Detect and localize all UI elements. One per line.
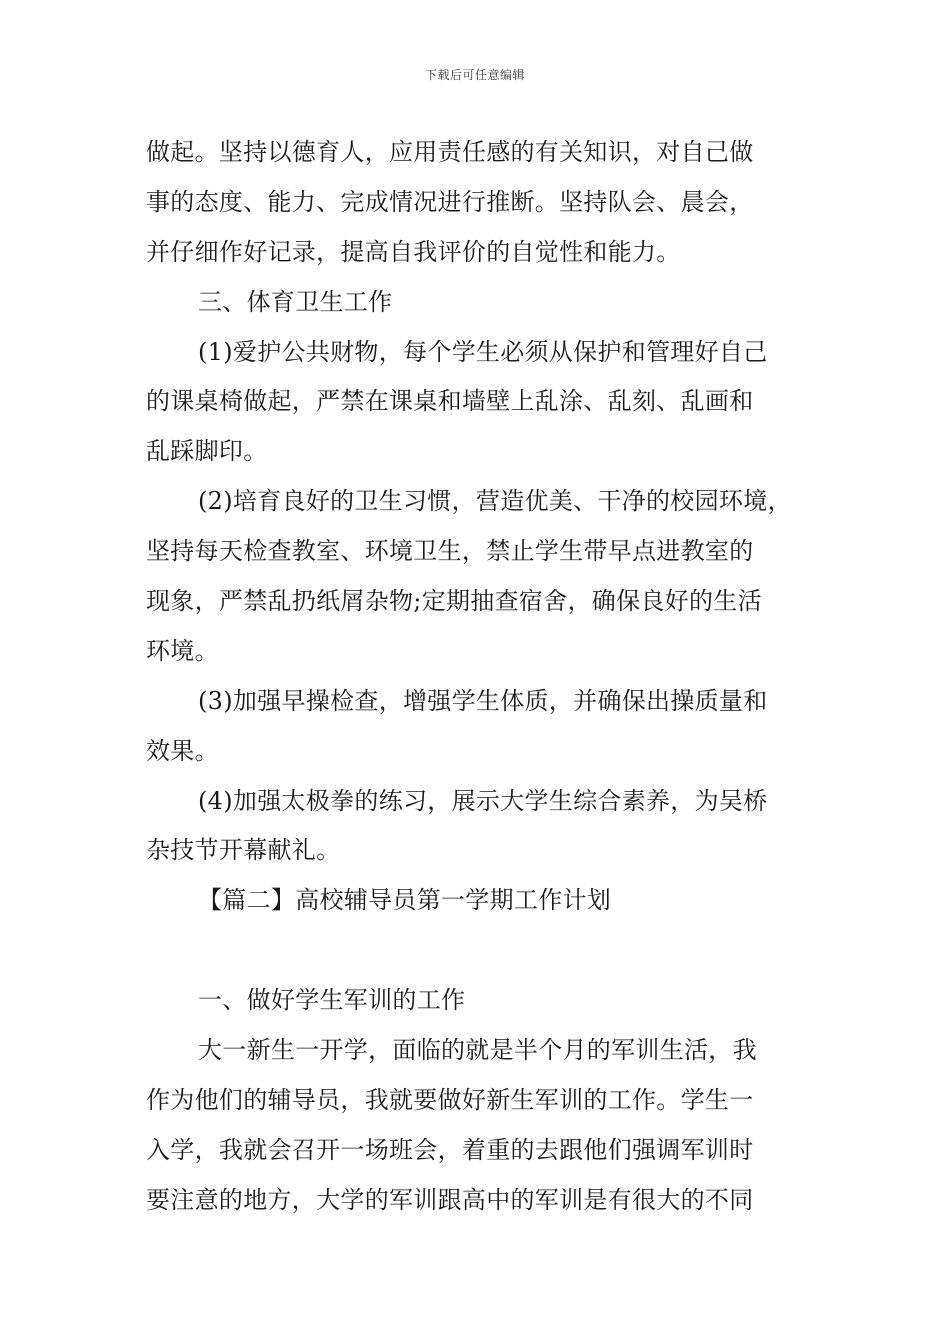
chapter-heading: 【篇二】高校辅导员第一学期工作计划 [198,886,612,915]
text-line: 环境。 [146,636,219,665]
text-line: 大一新生一开学，面临的就是半个月的军训生活，我 [198,1036,757,1065]
text-line: 并仔细作好记录，提高自我评价的自觉性和能力。 [146,237,681,266]
text-line: 现象，严禁乱扔纸屑杂物;定期抽查宿舍，确保良好的生活 [146,587,762,616]
text-line: 入学，我就会召开一场班会，着重的去跟他们强调军训时 [146,1135,754,1164]
text-line: (2)培育良好的卫生习惯，营造优美、干净的校园环境， [198,487,792,516]
text-line: (3)加强早操检查，增强学生体质，并确保出操质量和 [198,686,768,715]
text-line: 坚持每天检查教室、环境卫生，禁止学生带早点进教室的 [146,537,754,566]
blank-line [146,926,818,976]
text-line: (1)爱护公共财物，每个学生必须从保护和管理好自己 [198,337,768,366]
page-header: 下载后可任意编辑 [424,68,525,82]
text-line: (4)加强太极拳的练习，展示大学生综合素养，为吴桥 [198,786,768,815]
text-line: 效果。 [146,736,219,765]
document-body [146,128,818,1226]
text-line: 杂技节开幕献礼。 [146,836,341,865]
text-line: 作为他们的辅导员，我就要做好新生军训的工作。学生一 [146,1085,754,1114]
text-line: 的课桌椅做起，严禁在课桌和墙壁上乱涂、乱刻、乱画和 [146,387,754,416]
text-line: 乱踩脚印。 [146,437,268,466]
section-heading: 三、体育卫生工作 [198,287,393,316]
text-line: 做起。坚持以德育人，应用责任感的有关知识，对自己做 [146,138,754,166]
section-heading: 一、做好学生军训的工作 [198,986,466,1015]
text-line: 要注意的地方，大学的军训跟高中的军训是有很大的不同 [146,1185,754,1214]
text-line: 事的态度、能力、完成情况进行推断。坚持队会、晨会， [146,187,754,216]
